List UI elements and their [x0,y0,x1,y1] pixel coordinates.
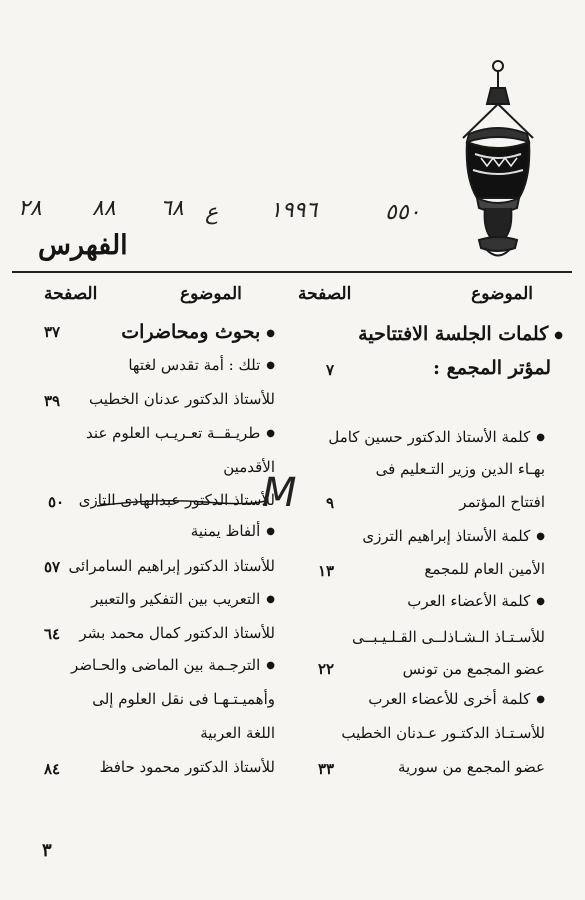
page-number-ref: ٩ [326,494,335,512]
handwritten-code: ٥٥٠ [385,200,421,225]
toc-entry: للأستاذ الدكتور عدنان الخطيب [88,390,275,408]
page-number-ref: ٧ [326,361,335,379]
handwritten-strike-icon [95,488,270,518]
toc-entry: الأقدمين [223,458,275,476]
toc-entry: للأستاذ الدكتور كمال محمد بشر [79,624,275,642]
toc-entry: للأستاذ الدكتور عبدالهادى التازى [78,491,275,509]
page-number-ref: ٣٩ [44,392,61,410]
handwritten-code: ع [205,200,219,225]
page-number-ref: ٣٣ [318,760,335,778]
toc-entry: بهـاء الدين وزير التـعليم فى [375,460,545,478]
right-page-header: الصفحة [298,284,352,304]
page-number-ref: ٢٢ [318,660,335,678]
page-number-ref: ١٣ [318,562,335,580]
handwritten-code: ٨٨ [92,196,116,221]
toc-entry: وأهميـتـهـا فى نقل العلوم إلى [92,690,275,708]
toc-entry: الأمين العام للمجمع [424,560,545,578]
toc-entry: اللغة العربية [200,724,275,742]
left-topic-header: الموضوع [180,284,242,304]
toc-entry: للأسـتـاذ الـشـاذلــى القـلـيـبــى [351,628,545,646]
handwritten-mark: M [262,470,297,516]
divider [12,271,572,273]
toc-entry: للأستاذ الدكتور محمود حافظ [99,758,275,776]
toc-entry: افتتاح المؤتمر [459,493,545,511]
toc-entry: عضو المجمع من سورية [398,758,545,776]
page-number-ref: ٥٧ [44,558,61,576]
handwritten-code: ٦٨ [160,196,184,221]
toc-entry: ● تلك : أمة تقدس لغتها [128,356,275,374]
toc-entry: ● طريـقــة تعـريـب العلوم عند [86,424,275,442]
toc-entry: ● كلمة الأستاذ إبراهيم الترزى [362,527,545,545]
page-number-ref: ٦٤ [44,625,61,643]
page-number-ref: ٨٤ [44,760,61,778]
toc-entry: ● كلمة أخرى للأعضاء العرب [368,690,545,708]
toc-entry: ● ألفاظ يمنية [191,522,275,540]
toc-entry: لمؤتر المجمع : [432,357,551,379]
lantern-ornament-icon [455,58,541,278]
toc-entry: للأستاذ الدكتور إبراهيم السامرائى [68,557,275,575]
toc-entry: ● كلمة الأعضاء العرب [407,592,545,610]
right-topic-header: الموضوع [471,284,533,304]
page-number-ref: ٣٧ [44,323,61,341]
toc-entry: للأسـتـاذ الدكتـور عـدنان الخطيب [341,724,545,742]
page-number-ref: ٥٠ [48,493,65,511]
page-title: الفهرس [38,230,128,261]
handwritten-code: ٢٨ [18,196,42,221]
toc-entry: ● بحوث ومحاضرات [121,321,275,343]
toc-entry: ● الترجـمة بين الماضى والحـاضر [71,656,275,674]
toc-entry: ● كلمة الأستاذ الدكتور حسين كامل [328,428,545,446]
toc-entry: عضو المجمع من تونس [402,660,545,678]
toc-entry: ● التعريب بين التفكير والتعبير [91,590,275,608]
folio-page-number: ٣ [42,840,52,861]
left-page-header: الصفحة [44,284,98,304]
handwritten-year: ١٩٩٦ [270,198,318,223]
toc-entry: ● كلمات الجلسة الافتتاحية [358,323,563,345]
